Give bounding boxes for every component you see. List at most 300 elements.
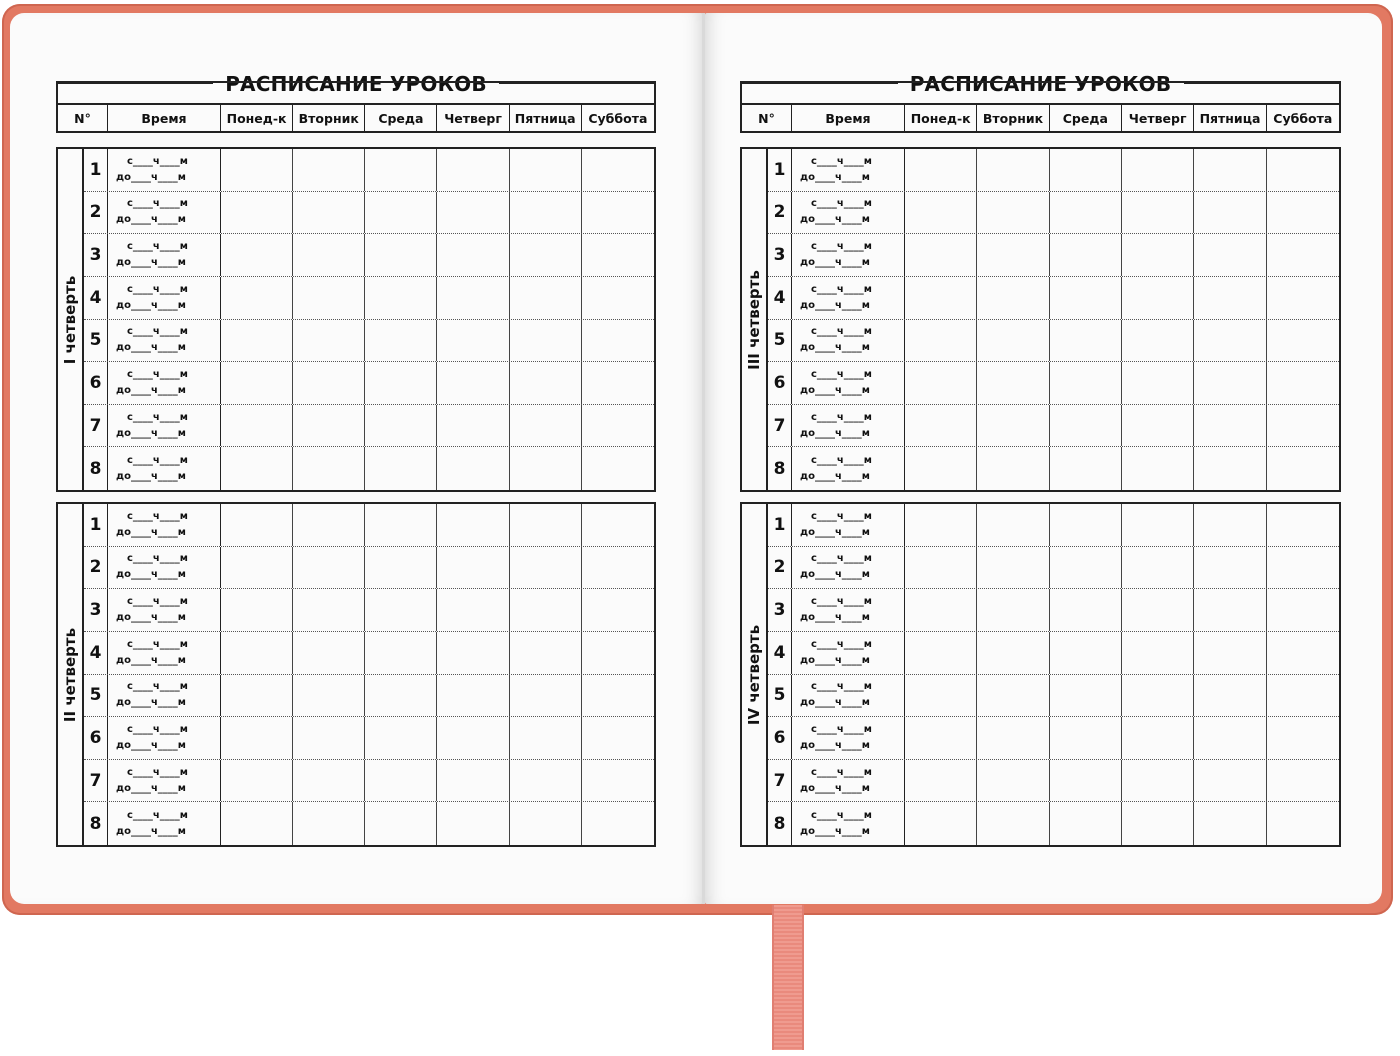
day-cell[interactable] [1194, 802, 1266, 845]
day-cell[interactable] [221, 192, 293, 234]
day-cell[interactable] [582, 802, 654, 845]
day-cell[interactable] [437, 192, 509, 234]
lesson-number: 1 [84, 149, 108, 191]
day-cell[interactable] [1267, 717, 1339, 759]
day-cell[interactable] [510, 362, 582, 404]
day-cell[interactable] [1122, 277, 1194, 319]
day-cell[interactable] [905, 234, 977, 276]
day-cell[interactable] [582, 320, 654, 362]
day-cell[interactable] [582, 589, 654, 631]
day-cell[interactable] [1050, 362, 1122, 404]
day-cell[interactable] [1050, 675, 1122, 717]
day-cell[interactable] [293, 277, 365, 319]
time-to: до____ч____м [800, 299, 870, 311]
day-cell[interactable] [1122, 547, 1194, 589]
day-cell[interactable] [293, 504, 365, 546]
day-cell[interactable] [1267, 447, 1339, 490]
lesson-number: 1 [84, 504, 108, 546]
lesson-row [84, 802, 654, 845]
day-cell[interactable] [293, 802, 365, 845]
day-cell[interactable] [1122, 589, 1194, 631]
time-from: с____ч____м [811, 326, 872, 338]
day-cell[interactable] [582, 504, 654, 546]
day-cell[interactable] [905, 504, 977, 546]
day-cell[interactable] [365, 675, 437, 717]
lesson-time-field[interactable] [108, 632, 221, 674]
lesson-number: 7 [84, 405, 108, 447]
day-cell[interactable] [1122, 447, 1194, 490]
day-cell[interactable] [437, 675, 509, 717]
day-cell[interactable] [365, 717, 437, 759]
day-cell[interactable] [905, 547, 977, 589]
time-to: до____ч____м [800, 569, 870, 581]
day-cell[interactable] [905, 192, 977, 234]
day-cell[interactable] [977, 760, 1049, 802]
day-cell[interactable] [221, 760, 293, 802]
day-cell[interactable] [510, 632, 582, 674]
day-cell[interactable] [1194, 717, 1266, 759]
day-cell[interactable] [293, 589, 365, 631]
day-cell[interactable] [365, 320, 437, 362]
lesson-number: 5 [768, 675, 792, 717]
time-to: до____ч____м [800, 384, 870, 396]
day-cell[interactable] [221, 675, 293, 717]
lesson-number: 1 [768, 149, 792, 191]
day-cell[interactable] [221, 320, 293, 362]
lesson-number: 5 [84, 320, 108, 362]
quarter-block [56, 502, 656, 847]
day-cell[interactable] [1050, 192, 1122, 234]
day-cell[interactable] [1267, 675, 1339, 717]
lesson-number: 2 [84, 192, 108, 234]
header-num: N° [742, 105, 792, 131]
day-cell[interactable] [1122, 149, 1194, 191]
day-cell[interactable] [221, 234, 293, 276]
day-cell[interactable] [1267, 277, 1339, 319]
day-cell[interactable] [293, 632, 365, 674]
day-cell[interactable] [365, 589, 437, 631]
day-cell[interactable] [1050, 760, 1122, 802]
day-cell[interactable] [293, 447, 365, 490]
day-cell[interactable] [221, 149, 293, 191]
day-cell[interactable] [1194, 447, 1266, 490]
day-cell[interactable] [1267, 192, 1339, 234]
day-cell[interactable] [905, 632, 977, 674]
time-to: до____ч____м [116, 569, 186, 581]
time-from: с____ч____м [811, 809, 872, 821]
day-cell[interactable] [510, 802, 582, 845]
lesson-row [768, 234, 1339, 277]
day-cell[interactable] [437, 589, 509, 631]
lesson-time-field[interactable] [108, 149, 221, 191]
day-cell[interactable] [293, 717, 365, 759]
day-cell[interactable] [1050, 277, 1122, 319]
day-cell[interactable] [977, 504, 1049, 546]
day-cell[interactable] [1267, 802, 1339, 845]
day-cell[interactable] [1122, 405, 1194, 447]
lesson-number: 8 [768, 802, 792, 845]
lesson-time-field[interactable] [792, 632, 905, 674]
day-cell[interactable] [365, 192, 437, 234]
lesson-time-field[interactable] [108, 320, 221, 362]
lesson-time-field[interactable] [792, 277, 905, 319]
lesson-number: 3 [768, 589, 792, 631]
day-cell[interactable] [905, 447, 977, 490]
lesson-time-field[interactable] [108, 760, 221, 802]
time-from: с____ч____м [127, 809, 188, 821]
day-cell[interactable] [221, 632, 293, 674]
lesson-time-field[interactable] [792, 149, 905, 191]
lesson-row [84, 362, 654, 405]
lesson-time-field[interactable] [792, 547, 905, 589]
day-cell[interactable] [977, 589, 1049, 631]
day-cell[interactable] [510, 192, 582, 234]
day-cell[interactable] [1194, 760, 1266, 802]
day-cell[interactable] [905, 362, 977, 404]
day-cell[interactable] [437, 405, 509, 447]
day-cell[interactable] [1267, 362, 1339, 404]
day-cell[interactable] [365, 632, 437, 674]
day-cell[interactable] [510, 589, 582, 631]
day-cell[interactable] [977, 717, 1049, 759]
lesson-time-field[interactable] [108, 234, 221, 276]
lesson-time-field[interactable] [108, 362, 221, 404]
day-cell[interactable] [293, 234, 365, 276]
lesson-row [768, 675, 1339, 718]
time-to: до____ч____м [116, 214, 186, 226]
quarter-label [742, 504, 768, 845]
day-cell[interactable] [510, 760, 582, 802]
day-cell[interactable] [905, 675, 977, 717]
day-cell[interactable] [365, 504, 437, 546]
day-cell[interactable] [1194, 149, 1266, 191]
header-day: Четверг [437, 105, 509, 131]
day-cell[interactable] [1267, 405, 1339, 447]
day-cell[interactable] [1194, 192, 1266, 234]
day-cell[interactable] [221, 504, 293, 546]
page-title-text: РАСПИСАНИЕ УРОКОВ [213, 72, 499, 96]
day-cell[interactable] [221, 802, 293, 845]
header-day: Понед-к [221, 105, 293, 131]
day-cell[interactable] [1194, 632, 1266, 674]
lesson-time-field[interactable] [108, 589, 221, 631]
time-to: до____ч____м [800, 612, 870, 624]
day-cell[interactable] [1194, 504, 1266, 546]
day-cell[interactable] [1194, 405, 1266, 447]
day-cell[interactable] [977, 320, 1049, 362]
day-cell[interactable] [365, 760, 437, 802]
day-cell[interactable] [1050, 447, 1122, 490]
day-cell[interactable] [221, 447, 293, 490]
day-cell[interactable] [977, 277, 1049, 319]
time-to: до____ч____м [800, 171, 870, 183]
day-cell[interactable] [437, 234, 509, 276]
day-cell[interactable] [293, 192, 365, 234]
day-cell[interactable] [1050, 405, 1122, 447]
lesson-row [768, 320, 1339, 363]
day-cell[interactable] [293, 760, 365, 802]
day-cell[interactable] [293, 675, 365, 717]
day-cell[interactable] [977, 149, 1049, 191]
day-cell[interactable] [905, 589, 977, 631]
day-cell[interactable] [1267, 632, 1339, 674]
day-cell[interactable] [1194, 277, 1266, 319]
day-cell[interactable] [365, 277, 437, 319]
day-cell[interactable] [1050, 589, 1122, 631]
lesson-number: 4 [768, 277, 792, 319]
day-cell[interactable] [437, 504, 509, 546]
day-cell[interactable] [437, 320, 509, 362]
day-cell[interactable] [437, 547, 509, 589]
day-cell[interactable] [1050, 547, 1122, 589]
day-cell[interactable] [977, 675, 1049, 717]
day-cell[interactable] [510, 675, 582, 717]
day-cell[interactable] [510, 547, 582, 589]
day-cell[interactable] [510, 504, 582, 546]
lesson-number: 5 [84, 675, 108, 717]
time-from: с____ч____м [811, 368, 872, 380]
lesson-time-field[interactable] [108, 277, 221, 319]
day-cell[interactable] [1122, 760, 1194, 802]
day-cell[interactable] [1267, 760, 1339, 802]
lesson-time-field[interactable] [792, 234, 905, 276]
day-cell[interactable] [977, 802, 1049, 845]
header-day: Суббота [1273, 110, 1333, 126]
time-from: с____ч____м [811, 283, 872, 295]
time-from: с____ч____м [127, 241, 188, 253]
lesson-number: 2 [84, 547, 108, 589]
day-cell[interactable] [510, 234, 582, 276]
day-cell[interactable] [582, 192, 654, 234]
day-cell[interactable] [1267, 547, 1339, 589]
lesson-time-field[interactable] [108, 675, 221, 717]
lesson-number: 5 [768, 320, 792, 362]
day-cell[interactable] [977, 405, 1049, 447]
day-cell[interactable] [1194, 362, 1266, 404]
lesson-number: 6 [84, 362, 108, 404]
lesson-row [768, 717, 1339, 760]
lesson-time-field[interactable] [108, 802, 221, 845]
day-cell[interactable] [905, 760, 977, 802]
day-cell[interactable] [221, 717, 293, 759]
day-cell[interactable] [582, 717, 654, 759]
day-cell[interactable] [1194, 547, 1266, 589]
day-cell[interactable] [365, 362, 437, 404]
lesson-row [768, 405, 1339, 448]
time-to: до____ч____м [800, 739, 870, 751]
day-cell[interactable] [437, 717, 509, 759]
time-to: до____ч____м [116, 526, 186, 538]
day-cell[interactable] [905, 717, 977, 759]
time-from: с____ч____м [127, 638, 188, 650]
lesson-row [768, 547, 1339, 590]
day-cell[interactable] [510, 405, 582, 447]
day-cell[interactable] [293, 149, 365, 191]
lesson-time-field[interactable] [108, 192, 221, 234]
day-cell[interactable] [582, 362, 654, 404]
day-cell[interactable] [1267, 234, 1339, 276]
time-from: с____ч____м [127, 326, 188, 338]
lesson-row [84, 589, 654, 632]
day-cell[interactable] [1194, 589, 1266, 631]
time-to: до____ч____м [116, 171, 186, 183]
day-cell[interactable] [1194, 234, 1266, 276]
day-cell[interactable] [365, 405, 437, 447]
day-cell[interactable] [437, 802, 509, 845]
day-cell[interactable] [1050, 234, 1122, 276]
lesson-row [84, 320, 654, 363]
lesson-time-field[interactable] [792, 447, 905, 490]
header-time: Время [108, 105, 221, 131]
day-cell[interactable] [437, 760, 509, 802]
day-cell[interactable] [582, 405, 654, 447]
day-cell[interactable] [293, 320, 365, 362]
lesson-time-field[interactable] [792, 362, 905, 404]
day-cell[interactable] [977, 632, 1049, 674]
day-cell[interactable] [582, 447, 654, 490]
lesson-number: 6 [84, 717, 108, 759]
lesson-time-field[interactable] [792, 320, 905, 362]
day-cell[interactable] [221, 277, 293, 319]
day-cell[interactable] [510, 447, 582, 490]
lesson-row [84, 504, 654, 547]
time-to: до____ч____м [800, 214, 870, 226]
day-cell[interactable] [1194, 320, 1266, 362]
time-to: до____ч____м [800, 526, 870, 538]
day-cell[interactable] [365, 234, 437, 276]
time-from: с____ч____м [127, 368, 188, 380]
time-from: с____ч____м [127, 454, 188, 466]
day-cell[interactable] [582, 675, 654, 717]
day-cell[interactable] [1122, 362, 1194, 404]
day-cell[interactable] [221, 589, 293, 631]
day-cell[interactable] [977, 447, 1049, 490]
lesson-time-field[interactable] [108, 547, 221, 589]
day-cell[interactable] [510, 717, 582, 759]
time-to: до____ч____м [800, 470, 870, 482]
lesson-number: 8 [84, 447, 108, 490]
lesson-time-field[interactable] [792, 192, 905, 234]
day-cell[interactable] [582, 547, 654, 589]
day-cell[interactable] [582, 632, 654, 674]
day-cell[interactable] [1050, 632, 1122, 674]
lesson-row [84, 234, 654, 277]
lesson-row [768, 192, 1339, 235]
day-cell[interactable] [510, 320, 582, 362]
day-cell[interactable] [1122, 675, 1194, 717]
day-cell[interactable] [582, 149, 654, 191]
lesson-time-field[interactable] [792, 760, 905, 802]
day-cell[interactable] [905, 405, 977, 447]
time-to: до____ч____м [116, 825, 186, 837]
lesson-time-field[interactable] [108, 504, 221, 546]
lesson-time-field[interactable] [108, 405, 221, 447]
time-to: до____ч____м [116, 384, 186, 396]
lesson-time-field[interactable] [792, 405, 905, 447]
lesson-row [768, 277, 1339, 320]
day-cell[interactable] [293, 547, 365, 589]
time-from: с____ч____м [811, 553, 872, 565]
day-cell[interactable] [1050, 717, 1122, 759]
day-cell[interactable] [221, 405, 293, 447]
day-cell[interactable] [1122, 192, 1194, 234]
day-cell[interactable] [977, 192, 1049, 234]
quarter-label-text: III четверть [745, 269, 763, 370]
lesson-row [768, 589, 1339, 632]
quarter-block [740, 147, 1341, 492]
lesson-time-field[interactable] [108, 447, 221, 490]
day-cell[interactable] [437, 632, 509, 674]
day-cell[interactable] [1267, 149, 1339, 191]
day-cell[interactable] [437, 447, 509, 490]
day-cell[interactable] [1122, 717, 1194, 759]
day-cell[interactable] [582, 234, 654, 276]
lesson-time-field[interactable] [108, 717, 221, 759]
day-cell[interactable] [582, 760, 654, 802]
day-cell[interactable] [437, 362, 509, 404]
time-from: с____ч____м [127, 681, 188, 693]
day-cell[interactable] [977, 362, 1049, 404]
day-cell[interactable] [437, 277, 509, 319]
day-cell[interactable] [1050, 802, 1122, 845]
day-cell[interactable] [437, 149, 509, 191]
day-cell[interactable] [1267, 589, 1339, 631]
lesson-number: 7 [768, 760, 792, 802]
day-cell[interactable] [1122, 504, 1194, 546]
lesson-number: 7 [84, 760, 108, 802]
day-cell[interactable] [1122, 632, 1194, 674]
lesson-time-field[interactable] [792, 504, 905, 546]
day-cell[interactable] [293, 362, 365, 404]
day-cell[interactable] [365, 802, 437, 845]
day-cell[interactable] [1267, 504, 1339, 546]
day-cell[interactable] [977, 547, 1049, 589]
day-cell[interactable] [905, 802, 977, 845]
time-from: с____ч____м [811, 596, 872, 608]
day-cell[interactable] [510, 149, 582, 191]
day-cell[interactable] [365, 547, 437, 589]
time-to: до____ч____м [116, 342, 186, 354]
day-cell[interactable] [905, 149, 977, 191]
day-cell[interactable] [510, 277, 582, 319]
day-cell[interactable] [365, 447, 437, 490]
day-cell[interactable] [365, 149, 437, 191]
lesson-time-field[interactable] [792, 589, 905, 631]
lesson-number: 4 [84, 632, 108, 674]
lesson-time-field[interactable] [792, 675, 905, 717]
day-cell[interactable] [977, 234, 1049, 276]
time-from: с____ч____м [127, 510, 188, 522]
lesson-time-field[interactable] [792, 802, 905, 845]
day-cell[interactable] [1050, 149, 1122, 191]
day-cell[interactable] [1122, 802, 1194, 845]
day-cell[interactable] [1267, 320, 1339, 362]
day-cell[interactable] [905, 277, 977, 319]
quarter-label [58, 504, 84, 845]
day-cell[interactable] [293, 405, 365, 447]
time-from: с____ч____м [811, 155, 872, 167]
day-cell[interactable] [1122, 234, 1194, 276]
day-cell[interactable] [221, 547, 293, 589]
day-cell[interactable] [1050, 504, 1122, 546]
day-cell[interactable] [1050, 320, 1122, 362]
day-cell[interactable] [905, 320, 977, 362]
day-cell[interactable] [1194, 675, 1266, 717]
lesson-time-field[interactable] [792, 717, 905, 759]
day-cell[interactable] [221, 362, 293, 404]
day-cell[interactable] [582, 277, 654, 319]
day-cell[interactable] [1122, 320, 1194, 362]
